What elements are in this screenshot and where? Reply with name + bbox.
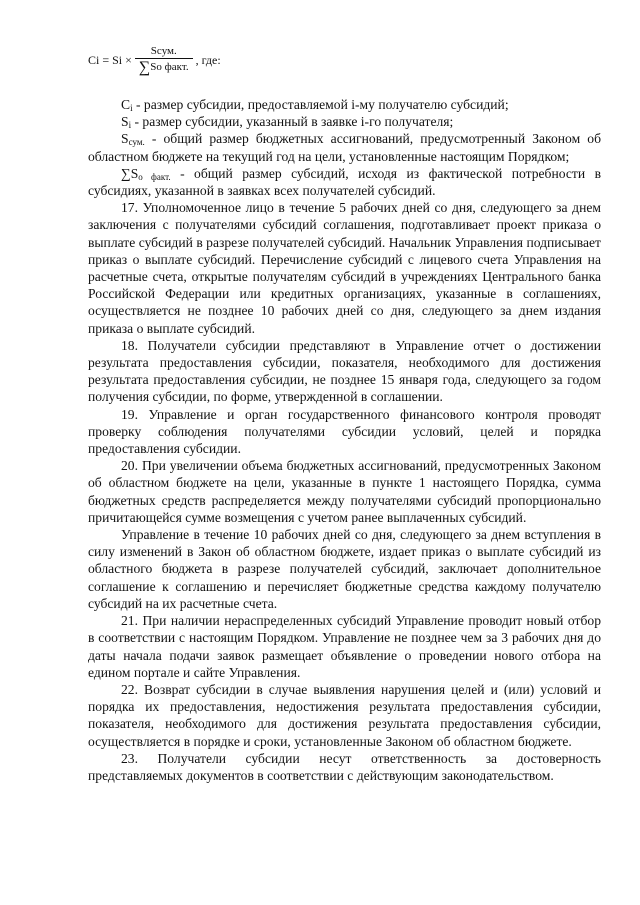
definition-si [88, 113, 601, 130]
formula-denominator: So факт. [150, 61, 189, 73]
paragraph-19: 19. Управление и орган государственного финансового контроля проводят проверку соблюдения получателями субсидии условий, целей и порядка предоставления субсидии. [88, 406, 601, 457]
definition-text: - общий размер бюджетных ассигнований, предусмотренный Законом об областном бюджете на текущий год на цели, установленные настоящим Порядком; [88, 131, 601, 164]
definition-symbol: S [121, 114, 129, 130]
definition-subscript: i [128, 120, 132, 131]
definition-subscript: о факт. [138, 171, 171, 182]
formula-numerator: Scум. [150, 45, 177, 57]
paragraph-21: 21. При наличии нераспределенных субсидий Управление проводит новый отбор в соответствии с настоящим Порядком. Управление не позднее чем за 3 рабочих дня до даты начала подачи заявок размещает объявление о проведении нового отбора на едином портале и сайте Управления. [88, 613, 601, 680]
definition-text: - размер субсидии, указанный в заявке i-го получателя; [131, 114, 454, 130]
definition-subscript: сум. [128, 137, 145, 148]
definition-ci [88, 96, 601, 113]
paragraph-18: 18. Получатели субсидии представляют в Управление отчет о достижении результата предоставления субсидии, показателя, необходимого для достижения результата предоставления субсидии, не позднее 15 января года, следующего за годом получения субсидии, по форме, утвержденной в соглашении. [88, 337, 601, 405]
definition-symbol: S [121, 131, 129, 147]
definition-symbol: C [121, 97, 131, 112]
definition-text: - размер субсидии, предоставляемой i-му получателю субсидий; [132, 97, 509, 112]
paragraph-17: 17. Уполномоченное лицо в течение 5 рабочих дней со дня, следующего за днем заключения с получателями субсидий соглашения, подготавливает проект приказа о выплате субсидий в разрезе получателей субсидий. Начальник Управления подписывает приказ о выплате субсидий. Перечисление субсидий с лицевого счета Управления на расчетные счета, открытые получателям субсидий в учреждениях Центрального банка Российской Федерации или кредитных организациях, указанные в соглашениях, осуществляется не позднее 10 рабочих дней со дня, следующего за днем издания приказа о выплате субсидий. [88, 200, 601, 336]
definition-subscript: i [130, 103, 133, 113]
document-body [88, 96, 601, 784]
formula-denominator-wrap [135, 58, 193, 75]
paragraph-20: 20. При увеличении объема бюджетных ассигнований, предусмотренных Законом об областном бюджете на цели, указанные в пункте 1 настоящего Порядка, сумма бюджетных средств распределяется между получателями субсидий пропорционально причитающейся сумме возмещения с учетом ранее выплаченных субсидий. [88, 458, 601, 525]
paragraph-20-continued: Управление в течение 10 рабочих дней со дня, следующего за днем вступления в силу изменений в Закон об областном бюджете, издает приказ о выплате субсидий из областного бюджета в разрезе получателей субсидий, заключает дополнительное соглашение к соглашению и перечисляет бюджетные средства каждому получателю субсидий на их расчетные счета. [88, 527, 601, 611]
definition-ssum [88, 130, 601, 164]
definition-symbol: ∑S [121, 165, 139, 181]
formula-suffix: , где: [195, 52, 221, 67]
definition-text: - общий размер субсидий, исходя из фактической потребности в субсидиях, указанной в заявках всех получателей субсидий. [88, 165, 601, 199]
formula-fraction [135, 45, 193, 75]
subsidy-formula [88, 42, 221, 78]
paragraph-23: 23. Получатели субсидии несут ответственность за достоверность представляемых документов в соответствии с действующим законодательством. [88, 750, 601, 783]
formula-lhs: Ci = Si × [88, 52, 132, 67]
definition-sofact [88, 165, 601, 199]
paragraph-22: 22. Возврат субсидии в случае выявления нарушения целей и (или) условий и порядка их предоставления, недостижения результата предоставления субсидии, показателя, необходимого для достижения результата предоставления субсидии, осуществляется в порядке и сроки, установленные Законом об областном бюджете. [88, 681, 601, 749]
sum-symbol-icon: ∑ [138, 59, 151, 76]
